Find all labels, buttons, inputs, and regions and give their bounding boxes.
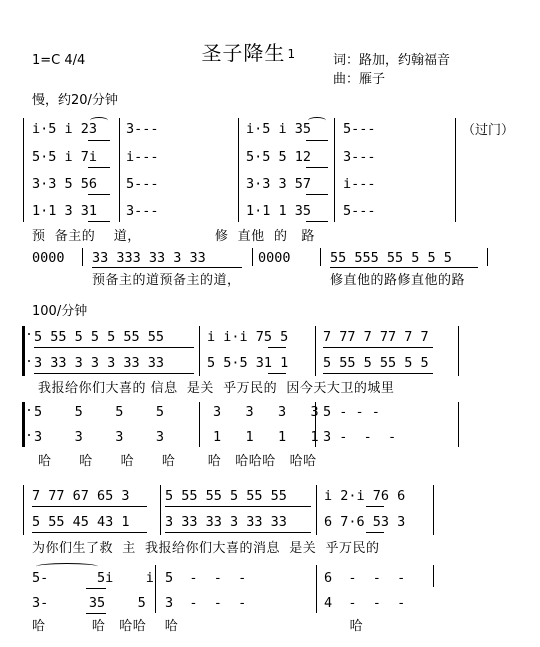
s2-r3-m1: 5 5 5 5 [34,404,165,420]
s2-r4-m3: 3 - - - [323,429,397,445]
s3-r2-m1: 5 55 45 43 1 [32,514,130,530]
s1-r3-m1: 3·3 5 56 [32,176,98,192]
slur-mark [36,563,98,570]
barline [155,565,156,613]
s1-r4-m4: 5--- [343,203,376,219]
tempo-marking-1: 慢，约20/分钟 [32,93,118,108]
s1-r5-m3: 0000 [258,250,291,266]
barline [160,485,161,535]
s2-r2-m1: 3 33 3 3 3 33 33 [34,355,165,371]
s1-r3-m3: 3·3 3 57 [246,176,312,192]
beam [165,532,311,533]
s2-r1-m3: 7 77 7 77 7 7 [323,329,429,345]
s1-r1-m1: i·5 i 23 [32,121,98,137]
composer: 曲：雁子 [333,72,386,87]
s3-ha-line: 哈 哈 哈哈 哈 哈 [32,619,364,634]
s1-lyric-echo-2: 修直他的路修直他的路 [330,273,466,288]
s1-r2-m3: 5·5 5 12 [246,149,312,165]
beam [86,588,106,589]
s3-r4-m1: 3- 35 5 [32,595,146,611]
title-suffix: 1 [287,47,297,61]
s1-r2-m4: 3--- [343,149,376,165]
s3-r4-m3: 4 - - - [324,595,406,611]
s2-r1-m1: 5 55 5 5 5 55 55 [34,329,165,345]
s3-r3-m2: 5 - - - [165,570,247,586]
s1-r4-m2: 3--- [126,203,159,219]
s2-r2-m3: 5 55 5 55 5 5 [323,355,429,371]
s2-r1-m2: i i·i 75 5 [207,329,289,345]
s2-r4-m1: 3 3 3 3 [34,429,165,445]
s1-lyric-main: 预 备主的 道， 修 直他 的 路 [32,229,315,244]
song-title-text: 圣子降生 [201,41,286,65]
s3-r1-m2: 5 55 55 5 55 55 [165,488,287,504]
barline [433,565,434,587]
s2-ha-line: 哈 哈 哈 哈 哈 哈哈哈 哈哈 [38,454,317,469]
beam [32,506,147,507]
s1-r2-m2: i--- [126,149,159,165]
s2-r4-m2: 1 1 1 1 [213,429,319,445]
s1-r5-m1: 0000 [32,250,65,266]
s1-r5-m4: 55 555 55 5 5 5 [330,250,452,266]
s2-r3-m2: 3 3 3 3 [213,404,319,420]
tempo-marking-2: 100/分钟 [32,304,88,319]
s3-r3-m1: 5- 5i i [32,570,154,586]
s1-r1-m2: 3--- [126,121,159,137]
s1-r3-m2: 5--- [126,176,159,192]
barline [433,485,434,535]
s3-r3-m3: 6 - - - [324,570,406,586]
s2-lyric: 我报给你们大喜的 信息 是关 乎万民的 因今天大卫的城里 [38,381,395,396]
beam [165,506,311,507]
beam [366,532,384,533]
s3-r2-m2: 3 33 33 3 33 33 [165,514,287,530]
s1-r4-m1: 1·1 3 31 [32,203,98,219]
s3-r4-m2: 3 - - - [165,595,247,611]
beam [32,532,147,533]
interlude-label: （过门） [462,123,515,138]
s2-r2-m2: 5 5·5 31 1 [207,355,289,371]
s3-lyric: 为你们生了救 主 我报给你们大喜的消息 是关 乎万民的 [32,541,380,556]
s2-r3-m3: 5 - - - [323,404,380,420]
s3-r1-m3: i 2·i 76 6 [324,488,406,504]
s1-r3-m4: i--- [343,176,376,192]
lyricist: 词：路加，约翰福音 [333,53,451,68]
s1-r5-m2: 33 333 33 3 33 [92,250,206,266]
barline [316,565,317,613]
s1-r1-m3: i·5 i 35 [246,121,312,137]
barline [316,485,317,535]
beam [86,613,106,614]
key-time-signature: 1=C 4/4 [32,53,86,68]
s3-r2-m3: 6 7·6 53 3 [324,514,406,530]
s3-r1-m1: 7 77 67 65 3 [32,488,130,504]
barline [23,485,24,535]
s1-r1-m4: 5--- [343,121,376,137]
beam [366,506,384,507]
s1-r4-m3: 1·1 1 35 [246,203,312,219]
s1-lyric-echo-1: 预备主的道预备主的道， [92,273,241,288]
s1-r2-m1: 5·5 i 7i [32,149,98,165]
